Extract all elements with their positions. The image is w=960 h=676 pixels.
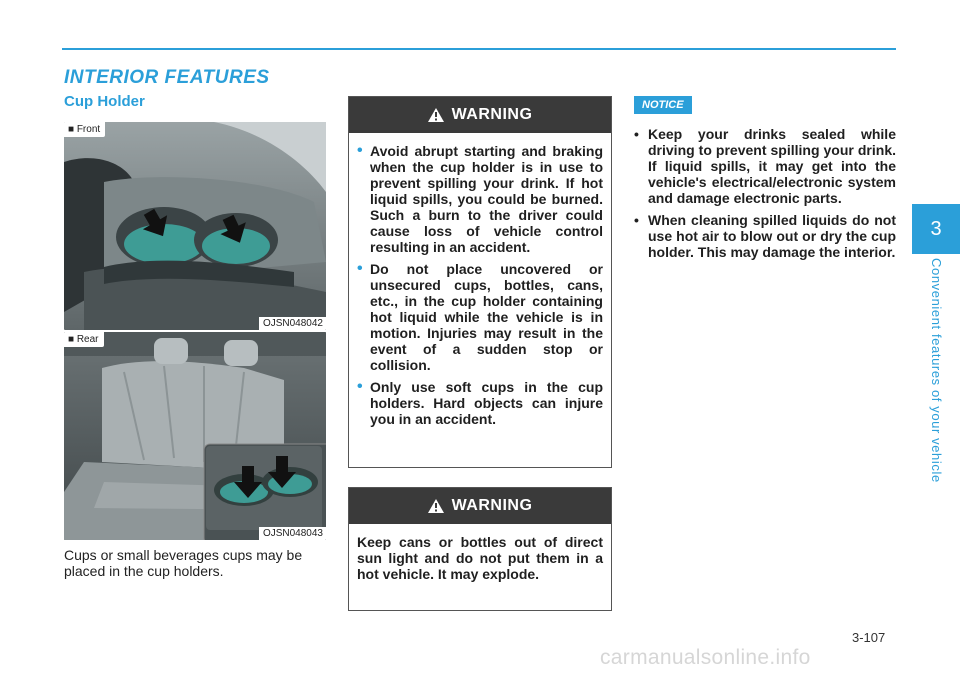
- watermark: carmanualsonline.info: [600, 646, 811, 669]
- warning-title-2: WARNING: [451, 497, 533, 514]
- notice-list: [634, 126, 896, 266]
- photo-label-front: ■ Front: [64, 122, 105, 137]
- warning-item: • Only use soft cups in the cup holders. Hard objects can injure you in an accident.: [357, 379, 603, 427]
- photo-label-rear: ■ Rear: [64, 332, 104, 347]
- header-rule: [62, 48, 896, 50]
- cup-holder-caption: Cups or small beverages cups may be placed in the cup holders.: [64, 547, 303, 579]
- warning-title-1: WARNING: [451, 106, 533, 123]
- warning-box-1: [348, 96, 612, 468]
- warning-item: • Avoid abrupt starting and braking when the cup holder is in use to prevent spilling your drink. If hot liquid spills, you could be burned. Such a burn to the driver could cause loss of vehicle control resulting in an accident.: [357, 143, 603, 255]
- photo-code-rear: OJSN048043: [259, 527, 326, 540]
- chapter-number-tab: 3: [912, 204, 960, 254]
- warning-triangle-icon: [428, 108, 444, 122]
- warning-box-2: [348, 487, 612, 611]
- warning-body-2: Keep cans or bottles out of direct sun light and do not put them in a hot vehicle. It may explode.: [357, 534, 603, 582]
- warning-header-2: [349, 488, 611, 524]
- warning-item: • Do not place uncovered or unsecured cups, bottles, cans, etc., in the cup holder containing hot liquid while the vehicle is in motion. Injuries may result in the event of a sudden stop or collision.: [357, 261, 603, 373]
- notice-item: • Keep your drinks sealed while driving to prevent spilling your drink. If liquid spills, it may get into the vehicle's electrical/electronic system and damage electronic parts.: [634, 126, 896, 206]
- warning-triangle-icon: [428, 499, 444, 513]
- rear-cup-holder-photo: [64, 332, 326, 540]
- section-title: INTERIOR FEATURES: [64, 67, 270, 88]
- warning-body-1: [349, 133, 611, 443]
- chapter-title: Convenient features of your vehicle: [929, 258, 944, 483]
- notice-tag: NOTICE: [634, 96, 692, 114]
- subsection-title: Cup Holder: [64, 93, 145, 110]
- warning-header-1: [349, 97, 611, 133]
- notice-item: • When cleaning spilled liquids do not use hot air to blow out or dry the cup holder. This may damage the interior.: [634, 212, 896, 260]
- photo-code-front: OJSN048042: [259, 317, 326, 330]
- page-number: 3-107: [852, 630, 886, 645]
- front-cup-holder-photo: [64, 122, 326, 330]
